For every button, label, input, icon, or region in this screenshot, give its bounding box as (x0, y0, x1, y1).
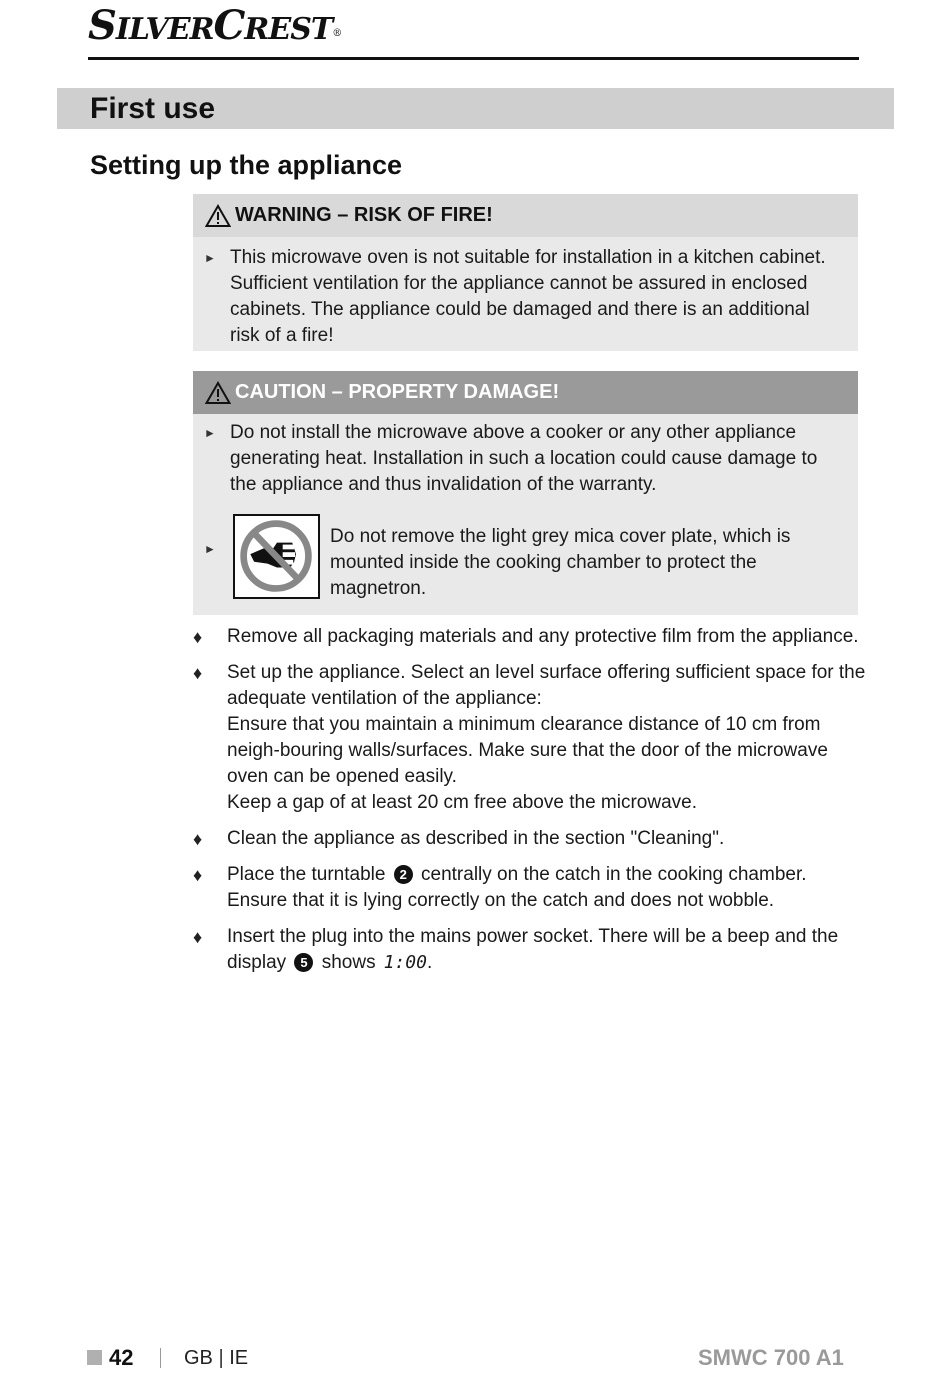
footer-square (87, 1350, 102, 1365)
caution-item-text: Do not remove the light grey mica cover plate, which is mounted inside the cooking chamber to protect the magnetron. (330, 526, 791, 599)
diamond-bullet-icon: ♦ (193, 927, 203, 947)
display-readout: 1:00 (383, 952, 427, 973)
model-number: SMWC 700 A1 (698, 1345, 844, 1370)
header-rule (88, 57, 859, 60)
list-item: ♦ Insert the plug into the mains power socket. There will be a beep and the display 5 shows 1:00. (193, 926, 839, 973)
arrow-bullet-icon: ► (204, 426, 216, 440)
setup-steps (193, 624, 873, 986)
diamond-bullet-icon: ♦ (193, 627, 203, 647)
footer-languages: GB | IE (184, 1347, 249, 1369)
diamond-bullet-icon: ♦ (193, 829, 203, 849)
warning-heading: WARNING – RISK OF FIRE! (193, 194, 858, 237)
list-item: ♦ Remove all packaging materials and any protective film from the appliance. (193, 624, 873, 650)
subsection-title: Setting up the appliance (90, 150, 403, 180)
brand-logo: SILVERCREST® (88, 2, 342, 49)
section-title: First use (90, 92, 216, 125)
page-number: 42 (109, 1345, 134, 1370)
caution-item: ► Do not install the microwave above a cooker or any other appliance generating heat. Installation in such a location could cause damage to the appliance and thus invalidation of the warranty. (204, 422, 818, 495)
warning-triangle-icon (205, 381, 231, 405)
callout-number: 5 (294, 953, 313, 972)
arrow-bullet-icon: ► (204, 542, 216, 556)
diamond-bullet-icon: ♦ (193, 663, 203, 683)
callout-number: 2 (394, 865, 413, 884)
footer-divider (160, 1348, 161, 1368)
do-not-touch-icon (233, 514, 320, 599)
list-item: ♦ Clean the appliance as described in the section "Cleaning". (193, 826, 873, 852)
list-item: ♦ Place the turntable 2 centrally on the catch in the cooking chamber. Ensure that it is lying correctly on the catch and does not wobble. (193, 864, 807, 911)
warning-triangle-icon (205, 204, 231, 228)
arrow-bullet-icon: ► (204, 251, 216, 265)
caution-item-with-icon (193, 514, 858, 602)
caution-heading: CAUTION – PROPERTY DAMAGE! (193, 371, 858, 414)
warning-box (193, 194, 858, 351)
caution-box (193, 371, 858, 615)
warning-item: ► This microwave oven is not suitable for installation in a kitchen cabinet. Sufficient ventilation for the appliance cannot be assured in enclosed cabinets. The appliance could be damaged and there is an additional risk of a fire! (204, 247, 826, 346)
diamond-bullet-icon: ♦ (193, 865, 203, 885)
list-item: ♦ Set up the appliance. Select an level surface offering sufficient space for the adequate ventilation of the appliance: Ensure that you maintain a minimum clearance distance of 10 cm from neigh-bouring walls/surfaces. Make sure that the door of the microwave oven can be opened easily. Keep a gap of at least 20 cm free above the microwave. (193, 662, 866, 813)
